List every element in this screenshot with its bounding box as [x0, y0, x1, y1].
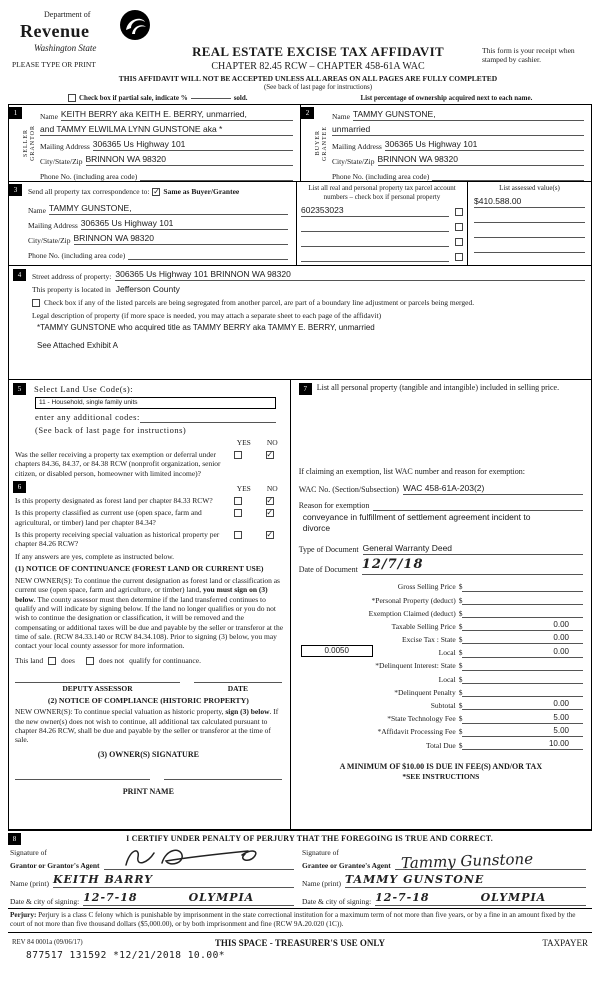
dollar-sign: $ [458, 582, 463, 592]
land-use-code-select[interactable]: 11 - Household, single family units [35, 397, 276, 409]
fee-row-personal [299, 592, 583, 605]
form-header [8, 6, 592, 92]
grantor-name-print-field[interactable]: KEITH BARRY [53, 873, 294, 888]
fee-row-processing-fee [299, 724, 583, 737]
buyer-name-label: Name [332, 111, 350, 121]
segregated-checkbox[interactable] [32, 299, 40, 307]
parcel-personal-checkbox-4[interactable] [455, 253, 463, 261]
buyer-section [300, 105, 591, 181]
buyer-label-text: BUYER [314, 130, 321, 156]
dollar-sign: $ [458, 595, 463, 605]
fee-field-total[interactable]: 10.00 [462, 739, 583, 750]
doc-date-label: Date of Document [298, 564, 358, 574]
buyer-phone-field[interactable] [432, 170, 584, 181]
dor-logo [20, 10, 180, 54]
taxpayer-label: TAXPAYER [542, 938, 588, 948]
fee-label: Taxable Selling Price [391, 621, 456, 631]
grantor-signature-block [8, 848, 300, 906]
fee-field-tech-fee[interactable]: 5.00 [462, 713, 583, 724]
buyer-city-field[interactable]: BRINNON WA 98320 [378, 154, 585, 166]
parcel-personal-checkbox-2[interactable] [455, 223, 463, 231]
form-footer [8, 933, 592, 984]
warning-note: THIS AFFIDAVIT WILL NOT BE ACCEPTED UNLESS ALL AREAS ON ALL PAGES ARE FULLY COMPLETED [118, 74, 498, 83]
fee-table [299, 579, 583, 750]
grantor-signature-field[interactable] [104, 859, 294, 870]
owner-signature-title: (3) OWNER(S) SIGNATURE [97, 749, 199, 759]
forest-land-question: Is this property designated as forest land per chapter 84.33 RCW? [15, 495, 213, 505]
notice-continuance-body [15, 576, 284, 651]
correspondence-box [9, 182, 296, 265]
current-use-yes-checkbox[interactable] [234, 509, 242, 517]
certify-statement: I CERTIFY UNDER PENALTY OF PERJURY THAT THE FOREGOING IS TRUE AND CORRECT. [126, 834, 493, 843]
personal-property-label: List all personal property (tangible and intangible) included in selling price. [316, 383, 560, 392]
grantee-signature-field[interactable] [395, 849, 586, 872]
located-label: This property is located in [32, 285, 111, 295]
buyer-name-field[interactable]: TAMMY GUNSTONE, [353, 109, 584, 121]
parcel-personal-checkbox-3[interactable] [455, 238, 463, 246]
notice2-pre: NEW OWNER(S): To continue special valuation as historic property, [15, 707, 226, 717]
fee-label: Local [438, 674, 456, 684]
parcel-number-field-3[interactable] [301, 235, 449, 247]
grantee-label-text: GRANTEE [322, 125, 328, 161]
owner-signature-line-2[interactable] [164, 770, 282, 780]
dor-swirl-icon [118, 8, 152, 42]
corr-mailing-field[interactable]: 306365 Us Highway 101 [81, 218, 288, 230]
assessed-value-field-3[interactable] [474, 226, 585, 238]
fee-label: *Delinquent Penalty [394, 687, 456, 697]
deputy-assessor-signature-line[interactable] [15, 673, 180, 683]
land-does-not-checkbox[interactable] [86, 657, 94, 665]
assessed-value-field-4[interactable] [474, 241, 585, 253]
dollar-sign: $ [458, 635, 463, 645]
grantee-sig-label-1: Signature of [302, 848, 339, 857]
fee-row-excise-state [299, 631, 583, 644]
buyer-phone-label: Phone No. (including area code) [332, 171, 430, 181]
local-rate-box[interactable]: 0.0050 [301, 645, 373, 657]
does-label: does [61, 655, 75, 665]
parcel-box [296, 182, 468, 265]
section-7 [291, 380, 592, 830]
please-type-note: PLEASE TYPE OR PRINT [12, 60, 96, 69]
current-use-question: Is this property classified as current use (open space, farm and agricultural, or timber) land per chapter 84.34? [15, 508, 202, 527]
fee-field-exemption[interactable] [462, 617, 583, 618]
partial-sale-percent-field[interactable] [191, 98, 231, 99]
notice-continuance-title: (1) NOTICE OF CONTINUANCE (FOREST LAND OR CURRENT USE) [15, 564, 264, 574]
reason-field-line[interactable] [373, 502, 583, 511]
additional-codes-label: enter any additional codes: [35, 412, 140, 423]
cashier-stamp: 877517 131592 *12/21/2018 10.00* [26, 950, 226, 961]
fee-row-total [299, 737, 583, 750]
seller-name-field-2[interactable]: and TAMMY ELWILMA LYNN GUNSTONE aka * [40, 124, 293, 136]
dollar-sign: $ [458, 674, 463, 684]
section-6-badge: 6 [13, 481, 26, 493]
grantor-city-field[interactable]: OLYMPIA [189, 891, 294, 906]
seller-city-field[interactable]: BRINNON WA 98320 [86, 154, 294, 166]
fee-row-delinquent-local [299, 671, 583, 684]
dollar-sign: $ [458, 701, 463, 710]
owner-signature-line-1[interactable] [15, 770, 150, 780]
parcel-header: List all real and personal property tax parcel account numbers – check box if personal property [308, 184, 456, 201]
assessed-value-field[interactable]: $410.588.00 [474, 196, 585, 208]
grantor-name-print-label: Name (print) [10, 878, 49, 888]
buyer-name-field-2[interactable]: unmarried [332, 124, 584, 136]
fee-field-excise-state[interactable]: 0.00 [462, 633, 583, 644]
grantee-date-field[interactable]: 12-7-18 [375, 891, 480, 906]
see-instructions-note: *SEE INSTRUCTIONS [402, 771, 480, 781]
corr-phone-label: Phone No. (including area code) [28, 250, 126, 260]
buyer-side-label [314, 107, 330, 179]
land-does-checkbox[interactable] [48, 657, 56, 665]
see-back-note-5: (See back of last page for instructions) [35, 424, 187, 435]
fee-row-tech-fee [299, 710, 583, 723]
parcel-number-field-4[interactable] [301, 250, 449, 262]
corr-phone-field[interactable] [128, 249, 288, 260]
grantor-sig-label-1: Signature of [10, 848, 47, 857]
perjury-body: Perjury is a class C felony which is punishable by imprisonment in the state correctional institution for a maximum term of not more than five years, or by a fine in an amount fixed by the court of not more than five thousand dollars ($5,000.00), or by both imprisonment and fine (RCW 9A.20.020 (1C)). [10, 910, 576, 928]
does-not-label: does not [98, 655, 125, 665]
parcel-number-field[interactable]: 602353023 [301, 205, 449, 217]
doc-type-label: Type of Document [298, 544, 359, 554]
if-yes-note: If any answers are yes, complete as instructed below. [15, 551, 175, 561]
form-subtitle: CHAPTER 82.45 RCW – CHAPTER 458-61A WAC [211, 61, 425, 73]
dollar-sign: $ [458, 661, 463, 671]
section-8 [8, 830, 592, 933]
section-3-badge: 3 [9, 184, 22, 196]
dollar-sign: $ [458, 727, 463, 737]
additional-codes-field[interactable] [140, 413, 276, 423]
buyer-mailing-field[interactable]: 306365 Us Highway 101 [385, 139, 584, 151]
personal-property-blank-area[interactable] [299, 395, 583, 467]
print-name-label: PRINT NAME [122, 786, 174, 796]
grantee-signature-block [300, 848, 592, 906]
section-3 [8, 182, 592, 266]
corr-city-label: City/State/Zip [28, 235, 71, 245]
dollar-sign: $ [458, 740, 463, 750]
logo-revenue-text: Revenue [20, 21, 90, 41]
notice2-bold: sign (3) below [225, 707, 270, 717]
deputy-date-label: DATE [227, 684, 248, 694]
grantor-label-text: GRANTOR [30, 125, 36, 161]
seller-city-label: City/State/Zip [40, 156, 83, 166]
legal-description-label: Legal description of property (if more space is needed, you may attach a separate sheet to each page of the affidavit) [32, 311, 382, 320]
forest-yes-checkbox[interactable] [234, 497, 242, 505]
fee-label: Subtotal [430, 701, 456, 710]
seller-phone-field[interactable] [140, 170, 293, 181]
legal-description-line2[interactable]: See Attached Exhibit A [37, 341, 118, 351]
qualify-label: qualify for continuance. [129, 655, 201, 665]
see-back-note: (See back of last page for instructions) [263, 83, 373, 91]
dollar-sign: $ [458, 714, 463, 724]
send-correspondence-label: Send all property tax correspondence to: [28, 186, 150, 196]
notice-compliance-title: (2) NOTICE OF COMPLIANCE (HISTORIC PROPERTY) [47, 695, 249, 705]
grantor-sig-label-2: Grantor or Grantor's Agent [10, 861, 100, 870]
fee-label: *Personal Property (deduct) [371, 595, 456, 605]
fee-row-gross [299, 579, 583, 592]
minimum-fee-note: A MINIMUM OF $10.00 IS DUE IN FEE(S) AND/OR TAX [339, 761, 543, 771]
current-use-no-checkbox[interactable]: ✓ [266, 509, 274, 518]
partial-sale-sold-label: sold. [233, 93, 248, 102]
grantee-name-print-label: Name (print) [302, 878, 341, 888]
fee-row-subtotal [299, 697, 583, 710]
wac-label: WAC No. (Section/Subsection) [298, 484, 399, 494]
deputy-date-line[interactable] [194, 673, 282, 683]
grantee-name-print-field[interactable]: TAMMY GUNSTONE [345, 873, 586, 888]
reason-line1[interactable]: conveyance in fulfillment of settlement agreement incident to [302, 511, 531, 522]
seller-mailing-field[interactable]: 306365 Us Highway 101 [93, 139, 293, 151]
fee-field-delinquent-local[interactable] [462, 683, 583, 684]
reason-line2[interactable]: divorce [302, 523, 331, 534]
dollar-sign: $ [458, 648, 463, 658]
fee-field-taxable[interactable]: 0.00 [462, 620, 583, 631]
deputy-assessor-label: DEPUTY ASSESSOR [62, 684, 133, 694]
notice-compliance-body [15, 707, 284, 745]
section-8-badge: 8 [8, 833, 21, 845]
dollar-sign: $ [458, 621, 463, 631]
seller-phone-label: Phone No. (including area code) [40, 171, 138, 181]
deferral-no-checkbox[interactable]: ✓ [266, 450, 274, 459]
fee-label: *Delinquent Interest: State [375, 661, 456, 671]
fee-row-local [299, 644, 583, 657]
fee-label: Exemption Claimed (deduct) [368, 608, 456, 618]
fee-field-processing-fee[interactable]: 5.00 [462, 726, 583, 737]
yes-header-5: YES [236, 438, 251, 448]
section-2-badge: 2 [301, 107, 314, 119]
fee-row-penalty [299, 684, 583, 697]
treasurer-use-label: THIS SPACE - TREASURER'S USE ONLY [214, 938, 386, 948]
street-address-field[interactable]: 306365 Us Highway 101 BRINNON WA 98320 [115, 269, 585, 281]
grantor-date-label: Date & city of signing: [10, 896, 80, 906]
corr-name-field[interactable]: TAMMY GUNSTONE, [49, 203, 288, 215]
partial-sale-checkbox[interactable] [68, 94, 76, 102]
grantee-city-field[interactable]: OLYMPIA [481, 891, 586, 906]
same-as-buyer-checkbox[interactable]: ✓ [153, 187, 160, 196]
grantee-date-label: Date & city of signing: [302, 896, 372, 906]
fee-row-delinquent-state [299, 658, 583, 671]
section-7-badge: 7 [299, 383, 312, 395]
this-land-label: This land [15, 655, 44, 665]
section-4-badge: 4 [13, 269, 26, 281]
grantor-signature-image [114, 845, 274, 871]
notice1-pre: NEW OWNER(S): To continue the current designation as forest land or classification as current use (open space, farm and agriculture, or timber) land, [15, 575, 280, 595]
doc-date-field[interactable]: 12/7/18 [362, 557, 583, 574]
same-as-buyer-label: Same as Buyer/Grantee [163, 186, 240, 196]
exemption-note: If claiming an exemption, list WAC number and reason for exemption: [298, 467, 525, 476]
perjury-label: Perjury: [10, 910, 37, 919]
historic-yes-checkbox[interactable] [234, 531, 242, 539]
wac-field[interactable]: WAC 458-61A-203(2) [403, 483, 583, 495]
forest-no-checkbox[interactable]: ✓ [266, 496, 274, 505]
dollar-sign: $ [458, 687, 463, 697]
deferral-question: Was the seller receiving a property tax exemption or deferral under chapters 84.36, 84.37, or 84.38 RCW (nonprofit organization, senior citizen, or disabled person, homeowner with limited income)? [15, 449, 221, 478]
historic-no-checkbox[interactable]: ✓ [266, 531, 274, 539]
fee-field-gross[interactable] [462, 591, 583, 592]
receipt-note: This form is your receipt when stamped by cashier. [482, 46, 575, 65]
seller-section [9, 105, 300, 181]
fee-field-personal[interactable] [462, 604, 583, 605]
fee-label: Excise Tax : State [402, 635, 456, 645]
doc-type-field[interactable]: General Warranty Deed [363, 543, 583, 555]
parcel-personal-checkbox-1[interactable] [455, 208, 463, 216]
fee-field-penalty[interactable] [462, 696, 583, 697]
grantee-sig-label-2: Grantee or Grantee's Agent [302, 861, 391, 870]
fee-label-text: Local [438, 648, 456, 658]
fee-field-local[interactable]: 0.00 [462, 647, 583, 658]
seller-label-text: SELLER [22, 129, 29, 157]
buyer-mailing-label: Mailing Address [332, 141, 382, 151]
assessed-box [468, 182, 591, 265]
fee-field-subtotal[interactable]: 0.00 [462, 699, 583, 710]
seller-mailing-label: Mailing Address [40, 141, 90, 151]
yes-header-6: YES [236, 483, 251, 493]
dollar-sign: $ [458, 608, 463, 618]
reason-label: Reason for exemption [298, 500, 370, 510]
grantee-signature-image: Tammy Gunstone [400, 849, 534, 872]
notice2-post: . If the new owner(s) does not wish to continue, all additional tax calculated pursuant to chapter 84.26 RCW, shall be due and payable by the seller or transferor at the time of sale. [15, 707, 279, 745]
assessed-value-field-2[interactable] [474, 211, 585, 223]
notice1-bold: you must sign on (3) below [15, 585, 268, 604]
notice1-post: . The county assessor must then determine if the land transferred continues to qualify and will indicate by signing below. If the land no longer qualifies or you do not wish to continue the designation or classification, it will be removed and the compensating or additional taxes will be due and payable by the seller or transferor at the time of sale. (RCW 84.33.140 or RCW 84.34.108). Prior to signing (3) below, you may contact your local county assessor for more information. [15, 594, 284, 651]
fee-label: Total Due [426, 740, 456, 750]
parcel-number-field-2[interactable] [301, 220, 449, 232]
corr-name-label: Name [28, 205, 46, 215]
buyer-city-label: City/State/Zip [332, 156, 375, 166]
deferral-yes-checkbox[interactable] [234, 451, 242, 459]
form-title: REAL ESTATE EXCISE TAX AFFIDAVIT [192, 44, 444, 59]
ownership-note: List percentage of ownership acquired next to each name. [360, 93, 533, 102]
section-1-badge: 1 [9, 107, 22, 119]
no-header-6: NO [266, 483, 278, 493]
street-address-label: Street address of property: [32, 271, 112, 281]
located-county-field[interactable]: Jefferson County [115, 284, 180, 294]
perjury-statement [8, 908, 592, 933]
land-use-title: Select Land Use Code(s): [34, 384, 134, 395]
historic-question: Is this property receiving special valuation as historical property per chapter 84.26 RCW? [15, 530, 220, 549]
legal-description-line1[interactable]: *TAMMY GUNSTONE who acquired title as TAMMY BERRY aka TAMMY E. BERRY, unmarried [37, 323, 375, 333]
corr-mailing-label: Mailing Address [28, 220, 78, 230]
seller-name-field[interactable]: KEITH BERRY aka KEITH E. BERRY, unmarried, [61, 109, 293, 121]
fee-field-delinquent-state[interactable] [462, 670, 583, 671]
grantor-date-field[interactable]: 12-7-18 [83, 891, 188, 906]
segregated-label: Check box if any of the listed parcels are being segregated from another parcel, are part of a boundary line adjustment or parcels being merged. [44, 297, 475, 307]
fee-label: Gross Selling Price [397, 582, 456, 592]
assessed-header: List assessed value(s) [499, 184, 560, 192]
section-5-badge: 5 [13, 383, 26, 395]
fee-label: *State Technology Fee [387, 714, 456, 724]
section-4 [8, 266, 592, 380]
fee-label [299, 648, 459, 657]
logo-dept-text: Department of [44, 10, 91, 19]
no-header-5: NO [266, 438, 278, 448]
fee-row-taxable [299, 618, 583, 631]
partial-sale-row [8, 92, 592, 104]
fee-row-exemption [299, 605, 583, 618]
corr-city-field[interactable]: BRINNON WA 98320 [74, 233, 289, 245]
seller-name-label: Name [40, 111, 58, 121]
fee-label: *Affidavit Processing Fee [377, 727, 456, 737]
parties-box [8, 104, 592, 182]
form-rev-number: REV 84 0001a (09/06/17) [12, 939, 83, 946]
left-column [8, 380, 291, 830]
seller-side-label [22, 107, 38, 179]
partial-sale-label: Check box if partial sale, indicate % [79, 93, 188, 102]
logo-state-text: Washington State [34, 42, 97, 53]
